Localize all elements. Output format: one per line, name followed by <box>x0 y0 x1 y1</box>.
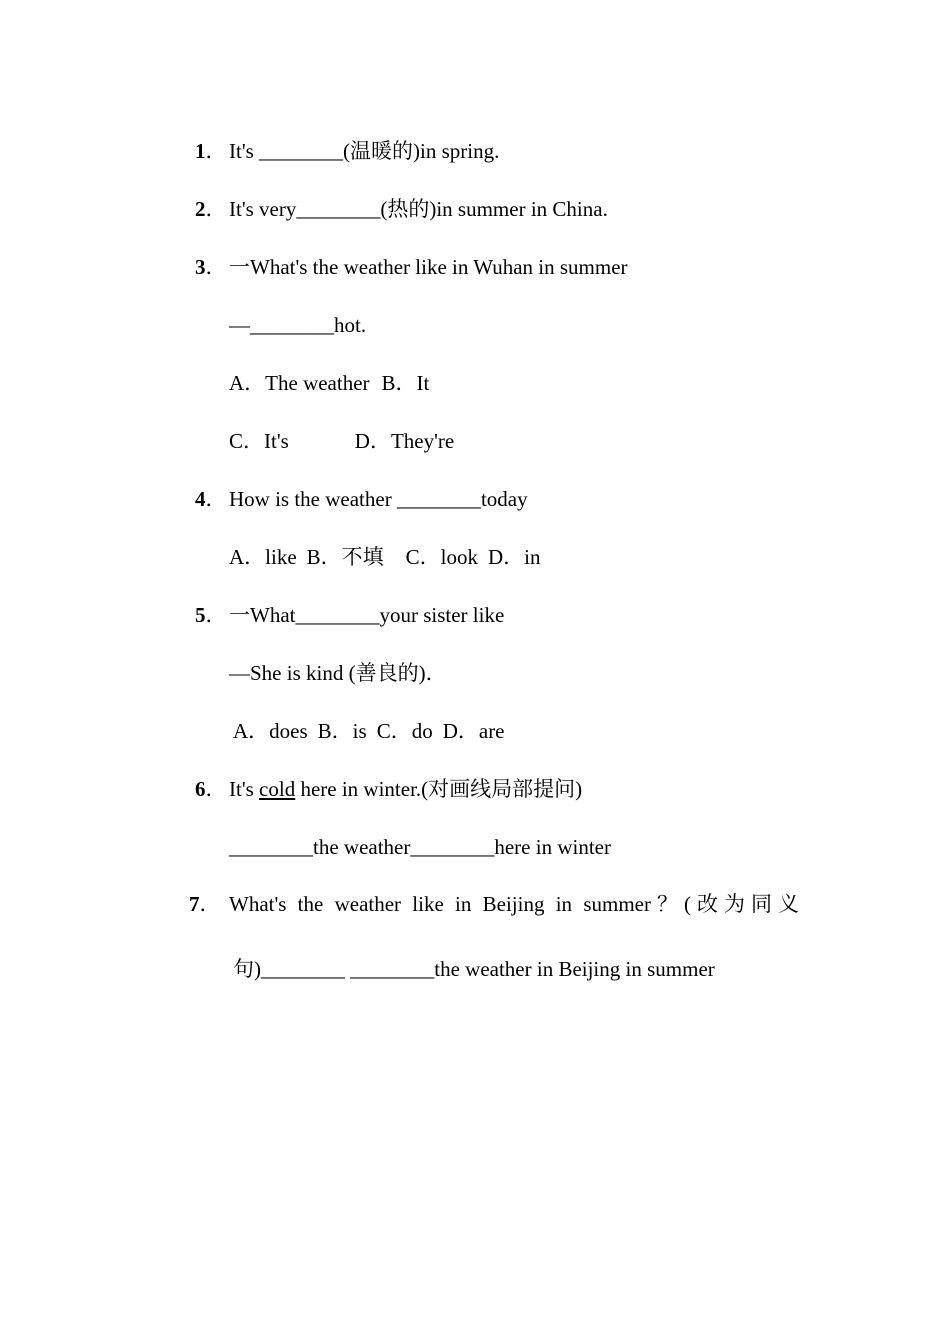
question-7-number <box>189 890 221 918</box>
question-number: 4 <box>195 487 206 511</box>
option-a: A．The weather <box>229 371 370 395</box>
option-b: B．不填 <box>306 545 384 569</box>
question-3-number <box>195 253 227 281</box>
question-2-number <box>195 195 227 223</box>
option-b: B．is <box>317 719 367 743</box>
question-5-number <box>195 601 227 629</box>
number-separator: ． <box>205 139 227 163</box>
option-b: B．It <box>381 371 430 395</box>
number-separator: ． <box>205 197 227 221</box>
question-3-options-row-2 <box>229 427 454 455</box>
question-5-options <box>233 717 505 745</box>
option-d: D．in <box>488 545 541 569</box>
question-6-text <box>229 775 582 803</box>
question-4-options <box>229 543 541 571</box>
question-4-text: How is the weather ________today <box>229 487 528 511</box>
question-number: 6 <box>195 777 206 801</box>
number-separator: ． <box>199 892 221 916</box>
question-6-suffix: here in winter.(对画线局部提问) <box>295 777 583 801</box>
question-7-text-line-2: 句)________ ________the weather in Beijing in summer <box>233 957 715 981</box>
question-4-number <box>195 485 227 513</box>
option-a: A．does <box>233 719 308 743</box>
question-5-answer: —She is kind (善良的)． <box>229 661 447 685</box>
question-2-text: It's very________(热的)in summer in China. <box>229 197 608 221</box>
number-separator: ． <box>205 603 227 627</box>
question-number: 7 <box>189 892 200 916</box>
question-number: 3 <box>195 255 206 279</box>
question-3-text: 一What's the weather like in Wuhan in summer <box>229 255 628 279</box>
question-number: 1 <box>195 139 206 163</box>
question-1-text: It's ________(温暖的)in spring. <box>229 139 500 163</box>
question-6-number <box>195 775 227 803</box>
option-d: D．are <box>442 719 505 743</box>
number-separator: ． <box>205 777 227 801</box>
question-number: 5 <box>195 603 206 627</box>
option-c: C．look <box>405 545 479 569</box>
option-a: A．like <box>229 545 297 569</box>
question-5-text: 一What________your sister like <box>229 603 505 627</box>
question-1-number <box>195 137 227 165</box>
question-number: 2 <box>195 197 206 221</box>
question-7-text-line-1: What's the weather like in Beijing in summer？(改为同义 <box>229 892 799 916</box>
question-6-prefix: It's <box>229 777 260 801</box>
number-separator: ． <box>205 255 227 279</box>
number-separator: ． <box>205 487 227 511</box>
question-3-answer: —________hot. <box>229 313 367 337</box>
option-c: C．do <box>376 719 433 743</box>
option-c: C．It's <box>229 429 289 453</box>
option-d: D．They're <box>354 429 455 453</box>
underlined-word: cold <box>259 777 296 801</box>
question-6-answer: ________the weather________here in winter <box>229 835 611 859</box>
question-3-options-row-1 <box>229 369 429 397</box>
